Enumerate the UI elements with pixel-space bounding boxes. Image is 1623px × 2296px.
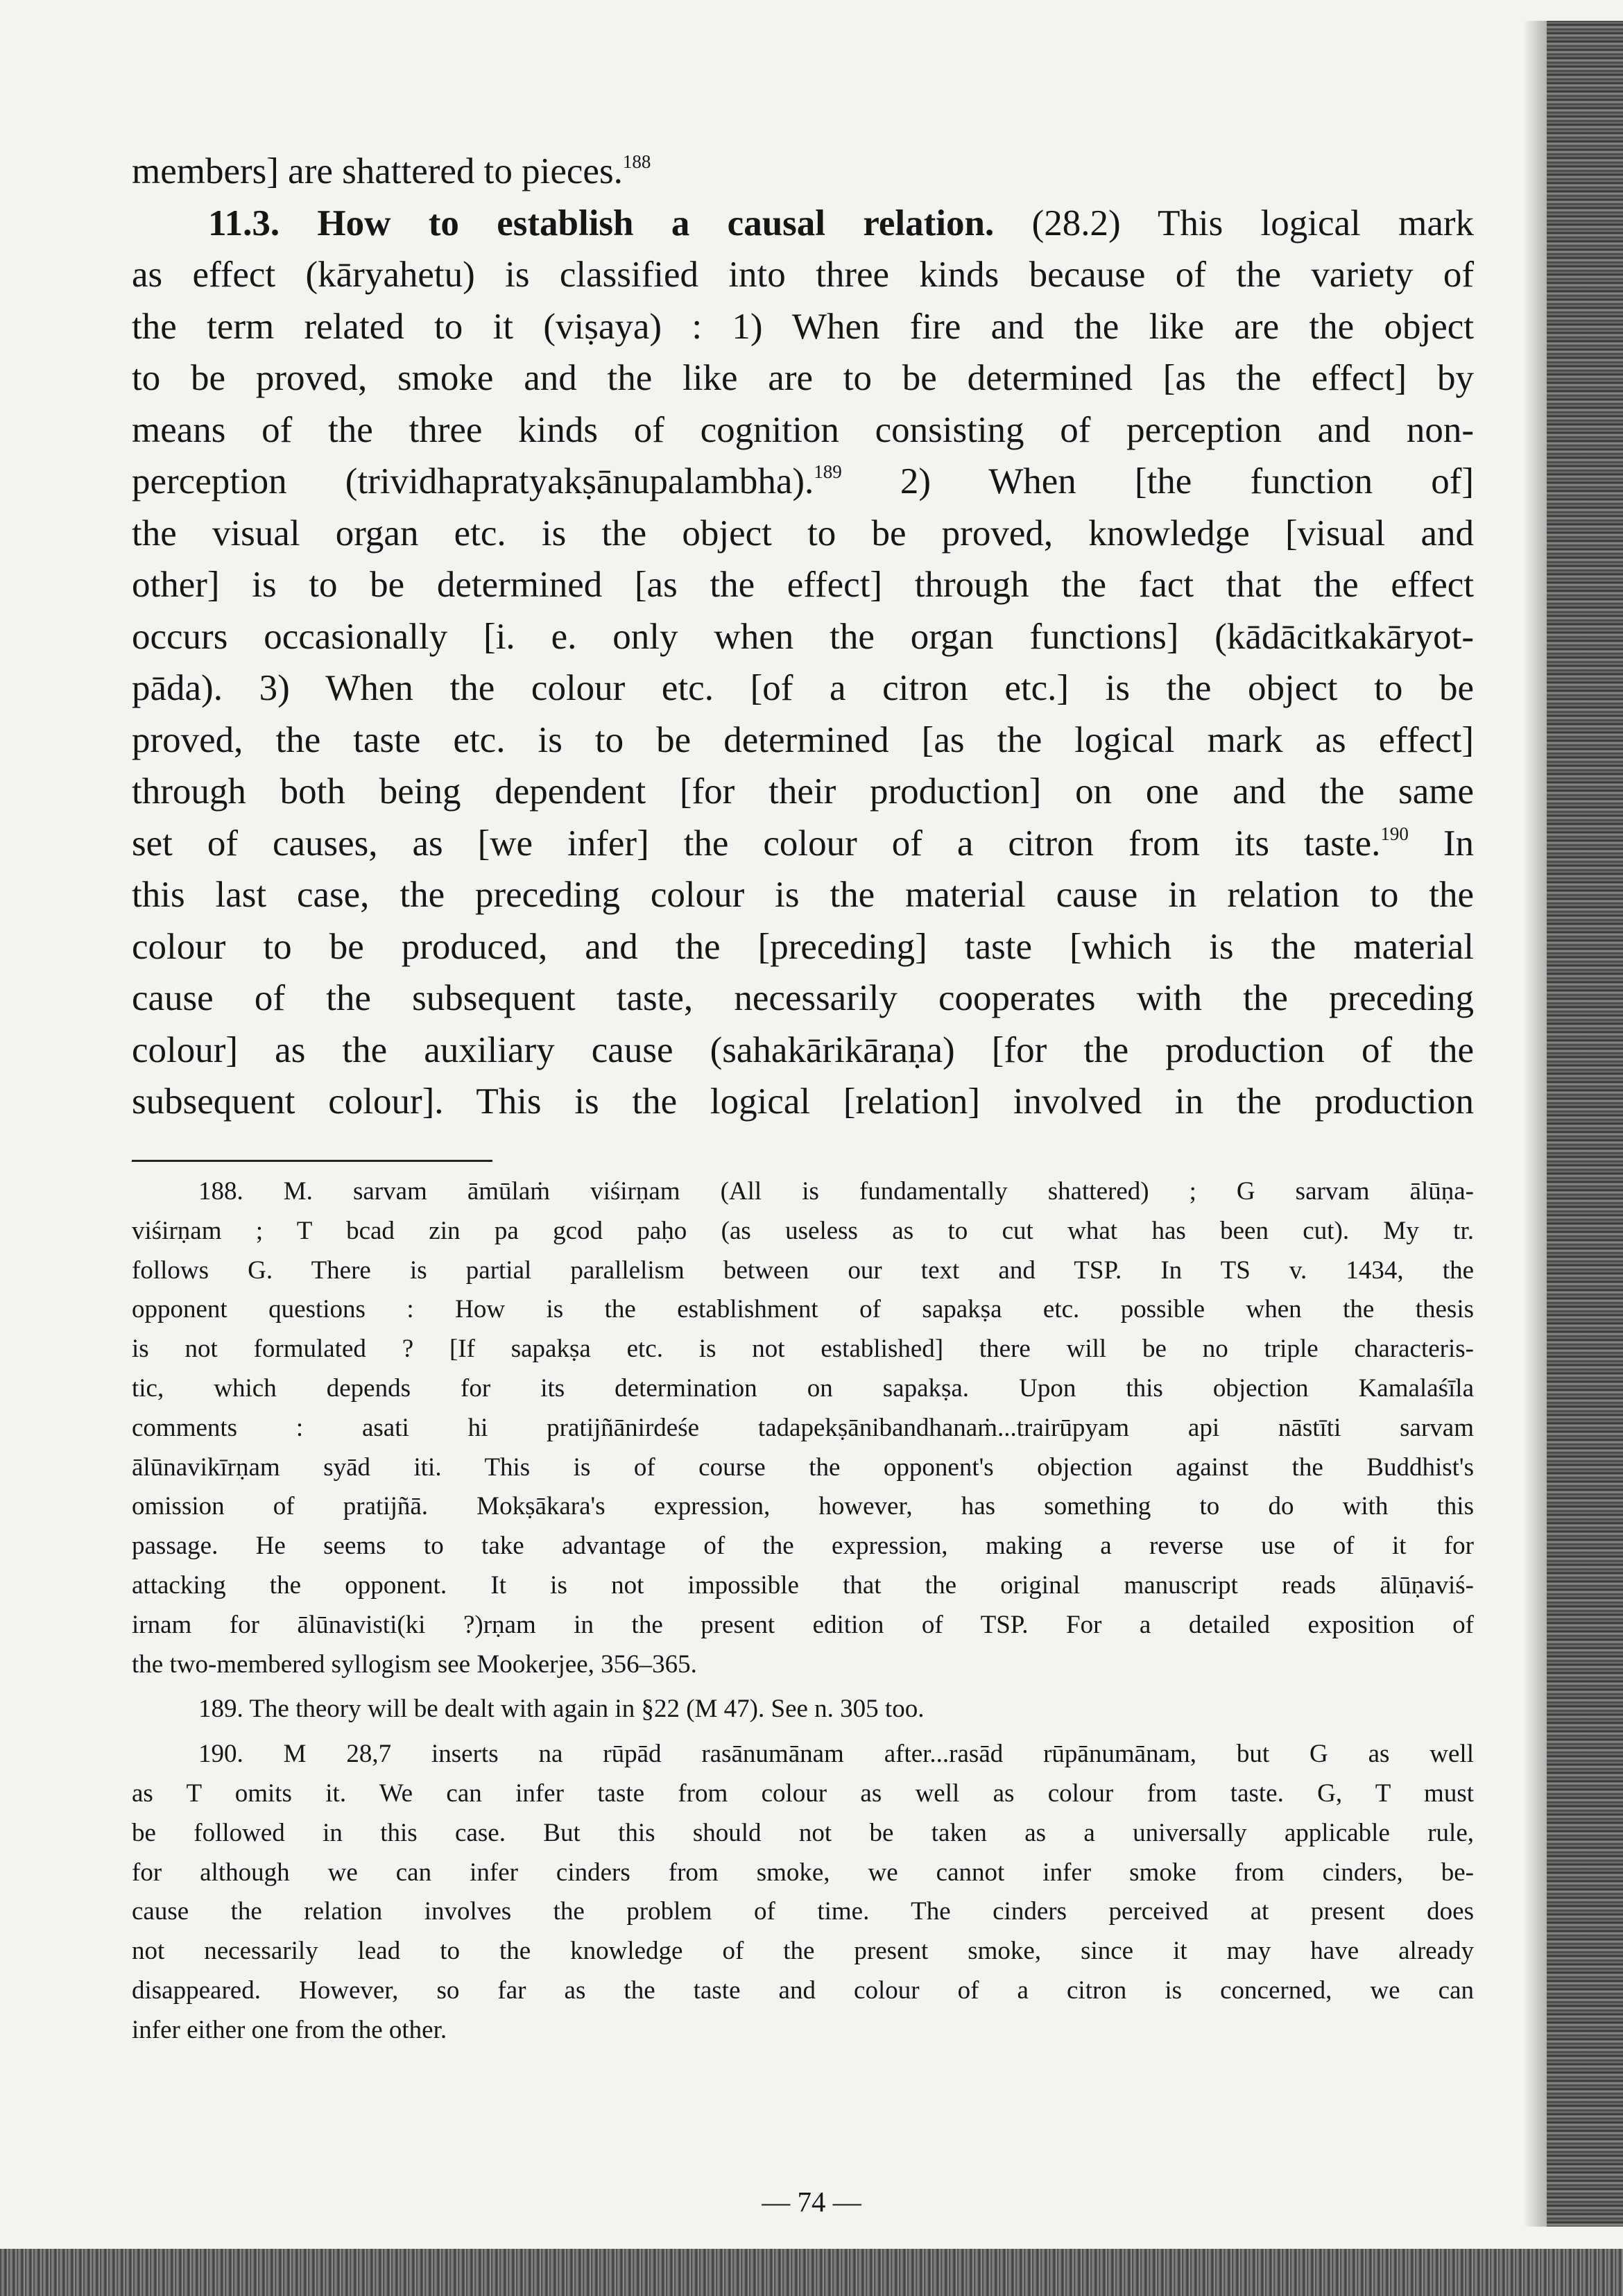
footnote-line: 190. M 28,7 inserts na rūpād rasānumānam after...rasād rūpānumānam, but G as well (198, 1740, 1474, 1769)
footnote-line: comments : asati hi pratijñānirdeśe tadapekṣānibandhanaṁ...trairūpyam api nāstīti sarvam (132, 1413, 1474, 1442)
main-text (132, 146, 1474, 1128)
text-line: cause of the subsequent taste, necessarily cooperates with the preceding (132, 978, 1474, 1018)
text-line: proved, the taste etc. is to be determined [as the logical mark as effect] (132, 719, 1474, 760)
text-line: through both being dependent [for their production] on one and the same (132, 771, 1474, 812)
footnote-line: ālūnavikīrṇam syād iti. This is of course the opponent's objection against the Buddhist's (132, 1453, 1474, 1482)
footnote-line: follows G. There is partial parallelism between our text and TSP. In TS v. 1434, the (132, 1256, 1474, 1285)
footnote-188 (132, 1172, 1474, 1684)
footnote-line: viśirṇam ; T bcad zin pa gcod paḥo (as useless as to cut what has been cut). My tr. (132, 1216, 1474, 1245)
page-edge-shadow (1523, 21, 1547, 2227)
text-line: colour to be produced, and the [preceding] taste [which is the material (132, 926, 1474, 967)
footnote-ref-190: 190 (1380, 823, 1409, 844)
footnote-line: disappeared. However, so far as the taste and colour of a citron is concerned, we can (132, 1976, 1474, 2005)
footnote-rule (132, 1160, 492, 1162)
text-line: set of causes, as [we infer] the colour of a citron from its taste.$^{190}$ In (132, 823, 1474, 864)
section-number: 11.3. (208, 203, 280, 243)
footnote-line: as T omits it. We can infer taste from colour as well as colour from taste. G, T must (132, 1779, 1474, 1808)
footnote-line: irnam for ālūnavisti(ki ?)rṇam in the present edition of TSP. For a detailed exposition of (132, 1610, 1474, 1639)
text-line: subsequent colour]. This is the logical [relation] involved in the production (132, 1081, 1474, 1122)
footnote-line: omission of pratijñā. Mokṣākara's expression, however, has something to do with this (132, 1492, 1474, 1521)
text-line: means of the three kinds of cognition consisting of perception and non- (132, 409, 1474, 450)
text-line: members] are shattered to pieces.$^{188}$ (132, 151, 651, 191)
text-line: pāda). 3) When the colour etc. [of a citron etc.] is the object to be (132, 668, 1474, 708)
footnote-line: 189. The theory will be dealt with again in §22 (M 47). See n. 305 too. (198, 1695, 925, 1724)
footnote-line: cause the relation involves the problem of time. The cinders perceived at present does (132, 1897, 1474, 1926)
footnote-line: not necessarily lead to the knowledge of the present smoke, since it may have already (132, 1937, 1474, 1966)
footnote-line: opponent questions : How is the establishment of sapakṣa etc. possible when the thesis (132, 1295, 1474, 1324)
footnote-line: the two-membered syllogism see Mookerjee, 356–365. (132, 1650, 697, 1679)
footnote-line: is not formulated ? [If sapakṣa etc. is not established] there will be no triple characteris- (132, 1335, 1474, 1364)
page-number: — 74 — (762, 2186, 861, 2218)
footnote-line: passage. He seems to take advantage of the expression, making a reverse use of it for (132, 1532, 1474, 1561)
binding-edge (1547, 21, 1623, 2227)
text-line: as effect (kāryahetu) is classified into three kinds because of the variety of (132, 255, 1474, 295)
footnote-line: infer either one from the other. (132, 2015, 447, 2044)
text-line: perception (trividhapratyakṣānupalambha).$^{189}$ 2) When [the function of] (132, 461, 1474, 502)
text-line: to be proved, smoke and the like are to be determined [as the effect] by (132, 358, 1474, 398)
footnote-189 (132, 1690, 1474, 1729)
footnotes (132, 1172, 1474, 2050)
footnote-ref-188: 188 (622, 151, 651, 172)
footnote-line: tic, which depends for its determination on sapakṣa. Upon this objection Kamalaśīla (132, 1373, 1474, 1403)
footnote-line: for although we can infer cinders from smoke, we cannot infer smoke from cinders, be- (132, 1858, 1474, 1887)
text-line: other] is to be determined [as the effect] through the fact that the effect (132, 565, 1474, 605)
footnote-line: attacking the opponent. It is not impossible that the original manuscript reads ālūṇaviś- (132, 1570, 1474, 1600)
text-line: the term related to it (viṣaya) : 1) When fire and the like are the object (132, 306, 1474, 347)
section-heading-line: 11.3. How to establish a causal relation. (28.2) This logical mark (208, 203, 1474, 243)
text-line: this last case, the preceding colour is the material cause in relation to the (132, 875, 1474, 915)
section-title: How to establish a causal relation. (317, 203, 995, 243)
footnote-line: be followed in this case. But this should not be taken as a universally applicable rule, (132, 1818, 1474, 1847)
bottom-scan-edge (0, 2249, 1623, 2296)
text-line: colour] as the auxiliary cause (sahakārikāraṇa) [for the production of the (132, 1029, 1474, 1070)
footnote-line: 188. M. sarvam āmūlaṁ viśirṇam (All is fundamentally shattered) ; G sarvam ālūṇa- (198, 1177, 1474, 1206)
text-line: the visual organ etc. is the object to be proved, knowledge [visual and (132, 513, 1474, 554)
footnote-190 (132, 1735, 1474, 2050)
text-line: occurs occasionally [i. e. only when the organ functions] (kādācitkakāryot- (132, 616, 1474, 657)
footnote-ref-189: 189 (814, 461, 842, 482)
